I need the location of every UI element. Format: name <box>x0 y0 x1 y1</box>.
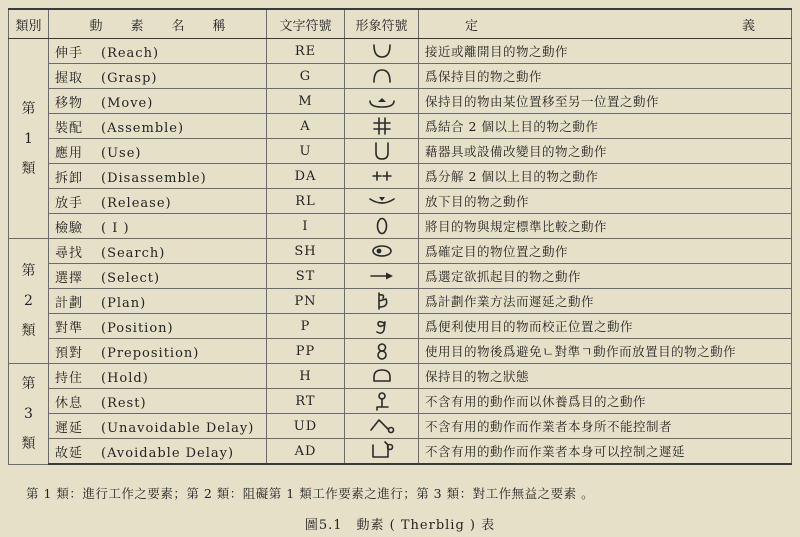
grasp-icon <box>367 66 397 86</box>
graphic-symbol-cell <box>345 89 419 114</box>
letter-symbol: DA <box>267 164 345 189</box>
motion-name-en: (Release) <box>101 195 172 211</box>
header-definition-left: 定 <box>465 18 479 34</box>
definition: 藉器具或設備改變目的物之動作 <box>419 139 792 164</box>
letter-symbol: G <box>267 64 345 89</box>
letter-symbol: UD <box>267 414 345 439</box>
table-body <box>9 39 792 465</box>
motion-name-en: (Reach) <box>101 45 160 61</box>
motion-name-cell <box>49 264 267 289</box>
graphic-symbol-cell <box>345 389 419 414</box>
definition: 爲便利使用目的物而校正位置之動作 <box>419 314 792 339</box>
definition: 爲確定目的物位置之動作 <box>419 239 792 264</box>
motion-name-en: (Move) <box>101 95 154 111</box>
position-icon <box>367 316 397 336</box>
motion-name-cell <box>49 64 267 89</box>
header-symbol: 形象符號 <box>345 9 419 39</box>
motion-name-cell <box>49 139 267 164</box>
motion-name-zh: 預對 <box>55 345 84 361</box>
motion-name-zh: 遲延 <box>55 420 84 436</box>
graphic-symbol-cell <box>345 164 419 189</box>
letter-symbol: H <box>267 364 345 389</box>
category-cell <box>9 239 49 364</box>
header-code: 文字符號 <box>267 9 345 39</box>
motion-name-cell <box>49 314 267 339</box>
table-row <box>9 339 792 364</box>
motion-name-en: (Assemble) <box>101 120 185 136</box>
motion-name-en: (Grasp) <box>101 70 158 86</box>
motion-name-en: (Hold) <box>101 370 149 386</box>
graphic-symbol-cell <box>345 64 419 89</box>
motion-name-zh: 檢驗 <box>55 220 84 236</box>
motion-name-cell <box>49 339 267 364</box>
graphic-symbol-cell <box>345 264 419 289</box>
letter-symbol: P <box>267 314 345 339</box>
category-char: 類 <box>21 323 36 339</box>
figure-caption: 圖5.1 動素 ( Therblig ) 表 <box>304 518 496 533</box>
category-char: 類 <box>21 160 36 177</box>
motion-name-cell <box>49 214 267 239</box>
graphic-symbol-cell <box>345 114 419 139</box>
motion-name-en: (Preposition) <box>101 345 200 361</box>
motion-name-en: (Disassemble) <box>101 170 207 186</box>
motion-name-zh: 裝配 <box>55 120 84 136</box>
motion-name-zh: 拆卸 <box>55 170 84 186</box>
definition: 將目的物與規定標準比較之動作 <box>419 214 792 239</box>
graphic-symbol-cell <box>345 189 419 214</box>
select-arrow-icon <box>367 266 397 286</box>
graphic-symbol-cell <box>345 139 419 164</box>
graphic-symbol-cell <box>345 364 419 389</box>
table-row <box>9 239 792 264</box>
definition: 爲分解 2 個以上目的物之動作 <box>419 164 792 189</box>
motion-name-en: (Position) <box>101 320 174 336</box>
graphic-symbol-cell <box>345 414 419 439</box>
header-name-char: 動 <box>89 18 103 34</box>
letter-symbol: AD <box>267 439 345 465</box>
letter-symbol: SH <box>267 239 345 264</box>
table-row <box>9 364 792 389</box>
motion-name-zh: 對準 <box>55 320 84 336</box>
table-row <box>9 64 792 89</box>
table-row <box>9 114 792 139</box>
definition: 放下目的物之動作 <box>419 189 792 214</box>
table-row <box>9 164 792 189</box>
motion-name-zh: 應用 <box>55 145 84 161</box>
category-char: 第 <box>21 375 36 392</box>
unavoidable-delay-icon <box>367 416 397 436</box>
rest-icon <box>367 391 397 411</box>
motion-name-zh: 持住 <box>55 370 84 386</box>
motion-name-en: (Plan) <box>101 295 147 311</box>
category-cell <box>9 39 49 239</box>
category-char: 1 <box>24 130 33 147</box>
preposition-icon <box>367 341 397 361</box>
letter-symbol: M <box>267 89 345 114</box>
table-row <box>9 439 792 465</box>
motion-name-cell <box>49 289 267 314</box>
letter-symbol: U <box>267 139 345 164</box>
definition: 爲計劃作業方法而遲延之動作 <box>419 289 792 314</box>
therblig-table <box>8 8 792 465</box>
table-row <box>9 214 792 239</box>
motion-name-cell <box>49 164 267 189</box>
motion-name-cell <box>49 239 267 264</box>
motion-name-cell <box>49 189 267 214</box>
graphic-symbol-cell <box>345 239 419 264</box>
motion-name-zh: 尋找 <box>55 245 84 261</box>
definition: 保持目的物由某位置移至另一位置之動作 <box>419 89 792 114</box>
motion-name-cell <box>49 114 267 139</box>
definition: 不含有用的動作而以休養爲目的之動作 <box>419 389 792 414</box>
graphic-symbol-cell <box>345 214 419 239</box>
definition: 爲結合 2 個以上目的物之動作 <box>419 114 792 139</box>
definition: 不含有用的動作而作業者本身所不能控制者 <box>419 414 792 439</box>
letter-symbol: PN <box>267 289 345 314</box>
header-category: 類別 <box>9 9 49 39</box>
release-icon <box>367 191 397 211</box>
footnote: 第 1 類：進行工作之要素；第 2 類：阻礙第 1 類工作要素之進行；第 3 類：對工作無益之要素 。 <box>26 486 595 501</box>
header-name-char: 素 <box>130 18 144 34</box>
graphic-symbol-cell <box>345 289 419 314</box>
graphic-symbol-cell <box>345 339 419 364</box>
graphic-symbol-cell <box>345 439 419 465</box>
definition: 爲選定欲抓起目的物之動作 <box>419 264 792 289</box>
motion-name-cell <box>49 39 267 64</box>
letter-symbol: RT <box>267 389 345 414</box>
motion-name-cell <box>49 89 267 114</box>
motion-name-en: (Select) <box>101 270 161 286</box>
table-row <box>9 89 792 114</box>
motion-name-cell <box>49 414 267 439</box>
table-row <box>9 264 792 289</box>
header-definition <box>419 9 792 39</box>
category-char: 3 <box>24 405 33 422</box>
header-name <box>49 9 267 39</box>
letter-symbol: I <box>267 214 345 239</box>
table-row <box>9 39 792 64</box>
disassemble-icon <box>367 166 397 186</box>
category-cell <box>9 364 49 465</box>
avoidable-delay-icon <box>367 441 397 461</box>
reach-icon <box>367 41 397 61</box>
search-eye-icon <box>367 241 397 261</box>
category-char: 2 <box>24 293 33 309</box>
header-name-char: 名 <box>171 18 185 34</box>
definition: 保持目的物之狀態 <box>419 364 792 389</box>
motion-name-en: (Use) <box>101 145 142 161</box>
definition: 接近或離開目的物之動作 <box>419 39 792 64</box>
letter-symbol: A <box>267 114 345 139</box>
motion-name-zh: 選擇 <box>55 270 84 286</box>
letter-symbol: PP <box>267 339 345 364</box>
motion-name-en: (Unavoidable Delay) <box>101 420 255 436</box>
table-header-row <box>9 9 792 39</box>
definition: 爲保持目的物之動作 <box>419 64 792 89</box>
motion-name-en: (Search) <box>101 245 166 261</box>
letter-symbol: ST <box>267 264 345 289</box>
table-row <box>9 189 792 214</box>
assemble-icon <box>367 116 397 136</box>
table-row <box>9 414 792 439</box>
motion-name-zh: 故延 <box>55 445 84 461</box>
letter-symbol: RL <box>267 189 345 214</box>
motion-name-zh: 伸手 <box>55 45 84 61</box>
motion-name-zh: 計劃 <box>55 295 84 311</box>
table-row <box>9 389 792 414</box>
header-definition-right: 義 <box>741 18 755 34</box>
table-row <box>9 289 792 314</box>
use-icon <box>367 141 397 161</box>
header-name-char: 稱 <box>212 18 226 34</box>
plan-icon <box>367 291 397 311</box>
motion-name-zh: 休息 <box>55 395 84 411</box>
category-char: 類 <box>21 435 36 452</box>
table-row <box>9 314 792 339</box>
motion-name-zh: 握取 <box>55 70 84 86</box>
motion-name-zh: 移物 <box>55 95 84 111</box>
category-char: 第 <box>21 100 36 117</box>
definition: 不含有用的動作而作業者本身可以控制之遲延 <box>419 439 792 465</box>
move-icon <box>367 91 397 111</box>
letter-symbol: RE <box>267 39 345 64</box>
category-char: 第 <box>21 263 36 279</box>
motion-name-en: ( I ) <box>101 220 130 236</box>
graphic-symbol-cell <box>345 39 419 64</box>
motion-name-cell <box>49 439 267 465</box>
table-row <box>9 139 792 164</box>
motion-name-cell <box>49 364 267 389</box>
motion-name-en: (Avoidable Delay) <box>101 445 235 461</box>
motion-name-en: (Rest) <box>101 395 147 411</box>
motion-name-zh: 放手 <box>55 195 84 211</box>
graphic-symbol-cell <box>345 314 419 339</box>
inspect-icon <box>367 216 397 236</box>
hold-icon <box>367 366 397 386</box>
motion-name-cell <box>49 389 267 414</box>
definition: 使用目的物後爲避免ㄴ對準ㄱ動作而放置目的物之動作 <box>419 339 792 364</box>
